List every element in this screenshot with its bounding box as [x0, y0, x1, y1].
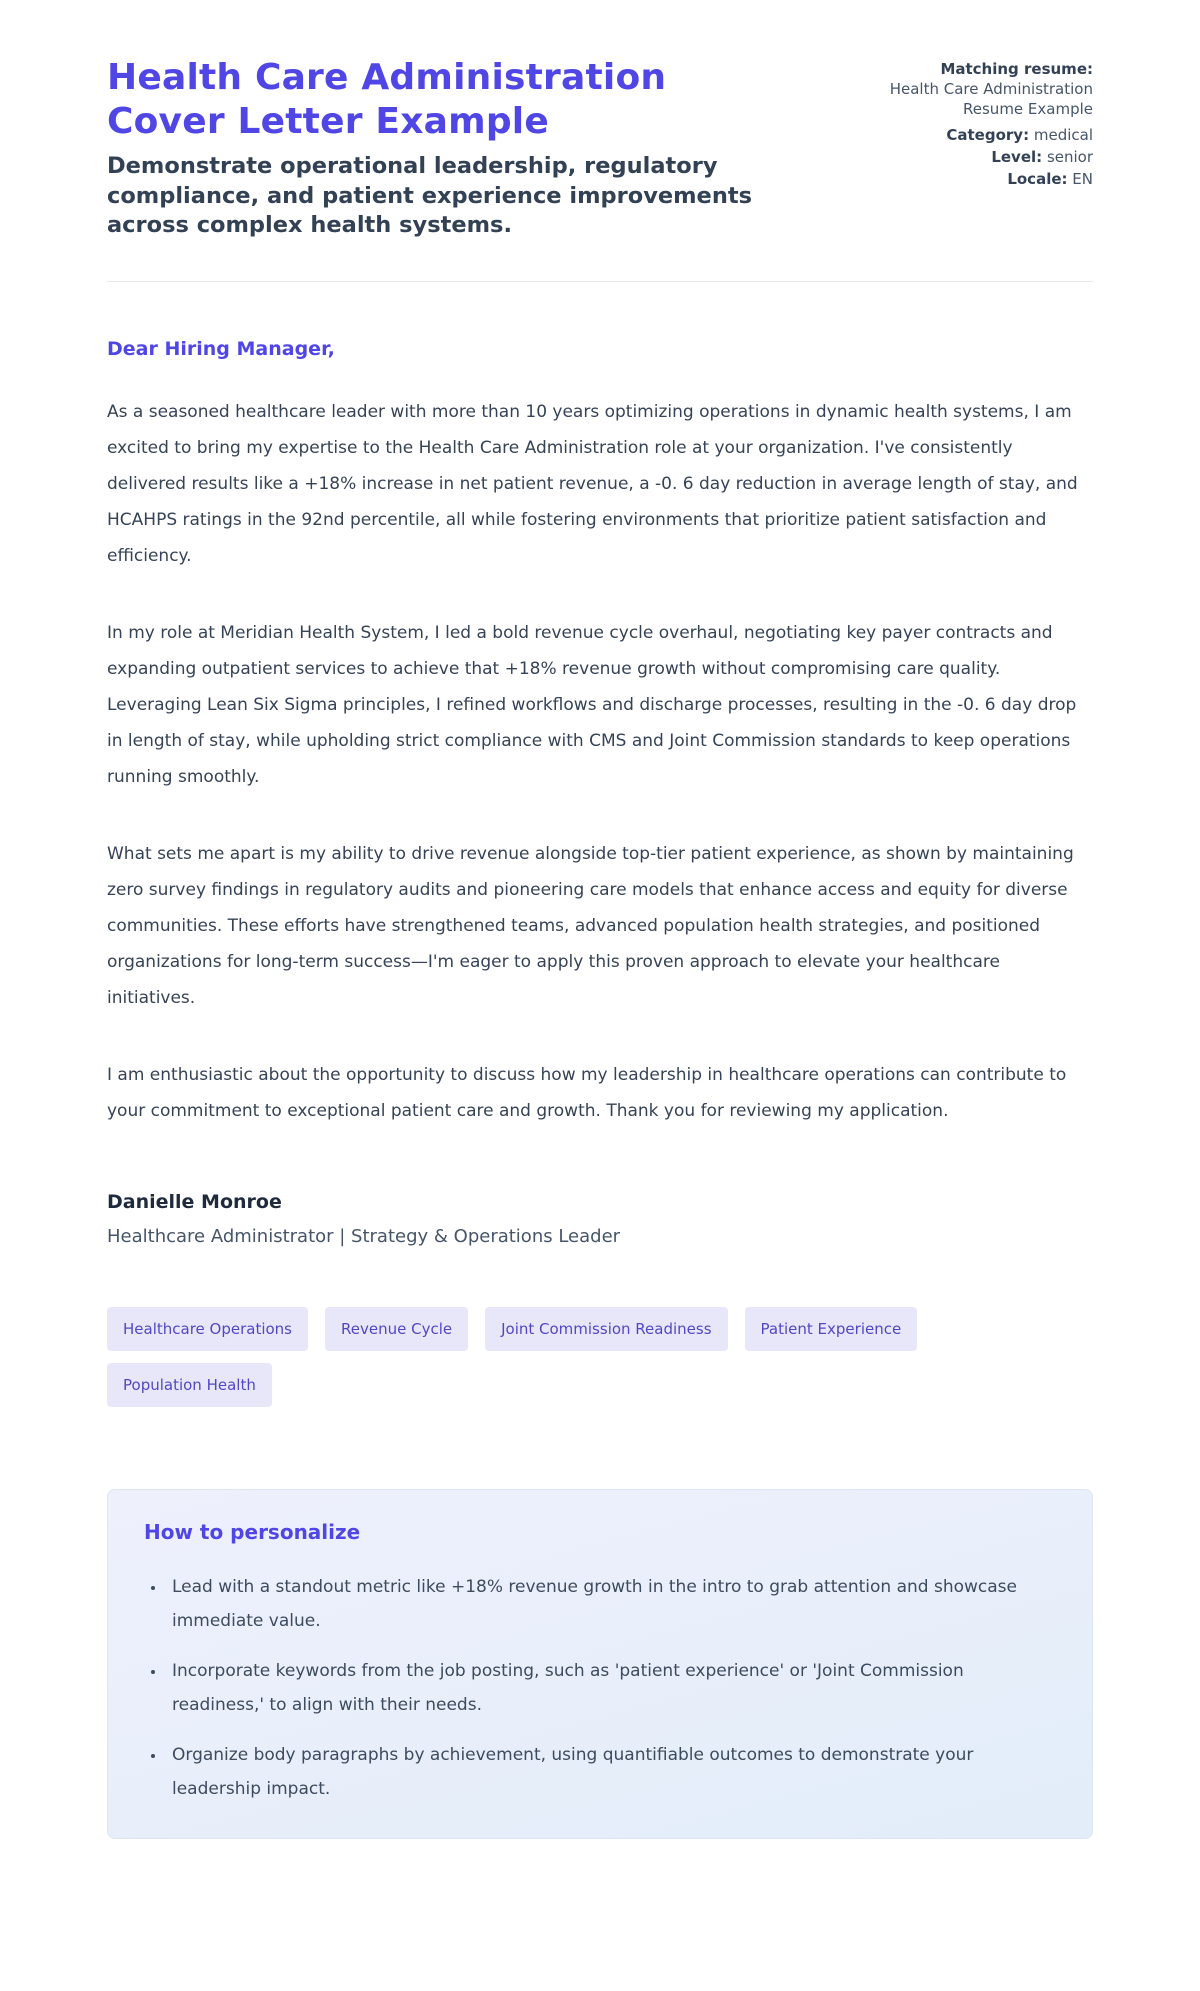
cover-letter-body — [107, 338, 1093, 1247]
level-label: Level: — [991, 148, 1043, 167]
locale-value: EN — [1072, 169, 1093, 188]
tag-population-health[interactable]: Population Health — [107, 1363, 272, 1407]
personalize-tip-list — [144, 1570, 1056, 1806]
tag-revenue-cycle[interactable]: Revenue Cycle — [325, 1307, 468, 1351]
matching-resume-label: Matching resume: — [940, 60, 1093, 78]
page-subtitle: Demonstrate operational leadership, regulatory compliance, and patient experience improvements across complex health systems. — [107, 152, 752, 239]
keyword-tag-list — [107, 1307, 1093, 1407]
locale-label: Locale: — [1007, 169, 1068, 188]
signature-name: Danielle Monroe — [107, 1190, 282, 1213]
matching-resume-value: Health Care Administration Resume Example — [889, 79, 1093, 118]
category-value: medical — [1033, 126, 1093, 145]
tag-healthcare-operations[interactable]: Healthcare Operations — [107, 1307, 308, 1351]
header-divider — [107, 281, 1093, 282]
personalize-tip: • Organize body paragraphs by achievement, using quantifiable outcomes to demonstrate your leadership impact. — [166, 1738, 1056, 1806]
locale-row — [881, 170, 1093, 190]
matching-resume-row — [881, 60, 1093, 119]
page-header — [107, 56, 1093, 241]
letter-paragraph: What sets me apart is my ability to drive revenue alongside top-tier patient experience, as shown by maintaining zero survey findings in regulatory audits and pioneering care models that enhance access and equity for diverse communities. These efforts have strengthened teams, advanced population health strategies, and positioned organizations for long-term success—I'm eager to apply this proven approach to elevate your healthcare initiatives. — [107, 843, 1074, 1008]
personalize-heading: How to personalize — [144, 1519, 361, 1544]
tag-patient-experience[interactable]: Patient Experience — [745, 1307, 918, 1351]
category-label: Category: — [946, 126, 1030, 145]
signature-block — [107, 1191, 1093, 1247]
letter-paragraph: In my role at Meridian Health System, I led a bold revenue cycle overhaul, negotiating key payer contracts and expanding outpatient services to achieve that +18% revenue growth without compromising care quality. Leveraging Lean Six Sigma principles, I refined workflows and discharge processes, resulting in the -0. 6 day drop in length of stay, while upholding strict compliance with CMS and Joint Commission standards to keep operations running smoothly. — [107, 622, 1077, 787]
personalize-tip: • Lead with a standout metric like +18% revenue growth in the intro to grab attention and showcase immediate value. — [166, 1570, 1056, 1638]
page-container — [107, 0, 1093, 1901]
page-title: Health Care Administration Cover Letter Example — [107, 57, 667, 142]
letter-greeting: Dear Hiring Manager, — [107, 337, 335, 360]
tag-joint-commission-readiness[interactable]: Joint Commission Readiness — [485, 1307, 727, 1351]
level-value: senior — [1046, 148, 1093, 167]
level-row — [881, 148, 1093, 168]
how-to-personalize-box — [107, 1489, 1093, 1839]
meta-panel — [881, 56, 1093, 192]
letter-paragraph: As a seasoned healthcare leader with more than 10 years optimizing operations in dynamic health systems, I am excited to bring my expertise to the Health Care Administration role at your organization. I've consistently delivered results like a +18% increase in net patient revenue, a -0. 6 day reduction in average length of stay, and HCAHPS ratings in the 92nd percentile, all while fostering environments that prioritize patient satisfaction and efficiency. — [107, 401, 1078, 566]
letter-paragraph: I am enthusiastic about the opportunity to discuss how my leadership in healthcare operations can contribute to your commitment to exceptional patient care and growth. Thank you for reviewing my application. — [107, 1064, 1067, 1121]
signature-role: Healthcare Administrator | Strategy & Operations Leader — [107, 1225, 621, 1247]
category-row — [881, 126, 1093, 146]
header-title-block — [107, 56, 762, 241]
personalize-tip: • Incorporate keywords from the job posting, such as 'patient experience' or 'Joint Commission readiness,' to align with their needs. — [166, 1654, 1056, 1722]
